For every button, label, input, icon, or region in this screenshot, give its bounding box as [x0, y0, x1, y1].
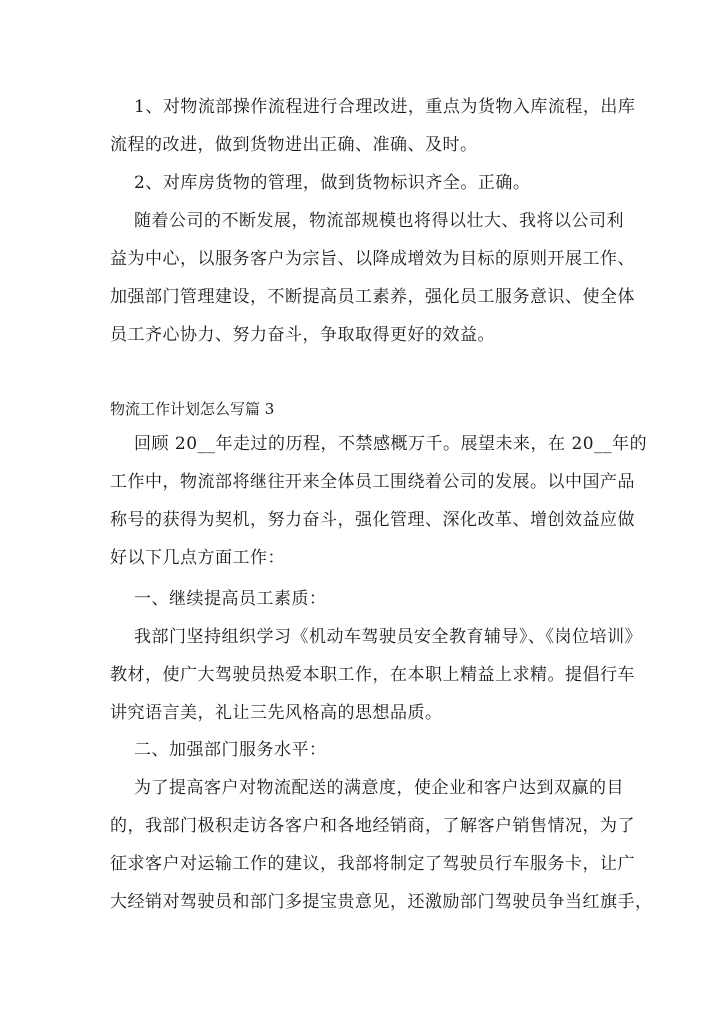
- paragraph-line: 的，我部门极积走访各客户和各地经销商，了解客户销售情况，为了: [110, 816, 635, 836]
- paragraph-line: 大经销对驾驶员和部门多提宝贵意见，还激励部门驾驶员争当红旗手，: [110, 892, 653, 912]
- paragraph-line: 2、对库房货物的管理，做到货物标识齐全。正确。: [134, 173, 531, 193]
- paragraph-line: 称号的获得为契机，努力奋斗，强化管理、深化改革、增创效益应做: [110, 510, 635, 530]
- paragraph-company-development: [110, 202, 635, 354]
- subheading-service-level: [110, 731, 630, 769]
- subheading-staff-quality: [110, 580, 630, 618]
- paragraph-line: 工作中，物流部将继往开来全体员工围绕着公司的发展。以中国产品: [110, 472, 635, 492]
- paragraph-line: 为了提高客户对物流配送的满意度，使企业和客户达到双赢的目: [134, 778, 624, 798]
- paragraph-review: [110, 425, 648, 577]
- paragraph-line: 教材，使广大驾驶员热爱本职工作，在本职上精益上求精。提倡行车: [110, 665, 635, 685]
- paragraph-line: 1、对物流部操作流程进行合理改进，重点为货物入库流程，出库: [134, 97, 636, 117]
- paragraph-goods-management: [110, 164, 630, 202]
- paragraph-customer-satisfaction: [110, 769, 653, 921]
- paragraph-warehouse-process: [110, 88, 636, 164]
- paragraph-line: 益为中心，以服务客户为宗旨、以降成增效为目标的原则开展工作、: [110, 249, 635, 269]
- paragraph-line: 好以下几点方面工作：: [110, 548, 285, 568]
- subheading-line: 一、继续提高员工素质：: [134, 589, 327, 609]
- paragraph-line: 加强部门管理建设，不断提高员工素养，强化员工服务意识、使全体: [110, 287, 635, 307]
- paragraph-line: 回顾 20__年走过的历程，不禁感概万千。展望未来，在 20__年的: [134, 434, 648, 454]
- paragraph-line: 随着公司的不断发展，物流部规模也将得以壮大、我将以公司利: [134, 211, 624, 231]
- subheading-line: 二、加强部门服务水平：: [134, 740, 327, 760]
- section-title: 物流工作计划怎么写篇 3: [110, 400, 275, 418]
- paragraph-line: 流程的改进，做到货物进出正确、准确、及时。: [110, 135, 478, 155]
- paragraph-line: 讲究语言美，礼让三先风格高的思想品质。: [110, 703, 443, 723]
- paragraph-training: [110, 618, 642, 732]
- paragraph-line: 我部门坚持组织学习《机动车驾驶员安全教育辅导》、《岗位培训》: [134, 627, 642, 647]
- paragraph-line: 员工齐心协力、努力奋斗，争取取得更好的效益。: [110, 325, 495, 345]
- paragraph-line: 征求客户对运输工作的建议，我部将制定了驾驶员行车服务卡，让广: [110, 854, 635, 874]
